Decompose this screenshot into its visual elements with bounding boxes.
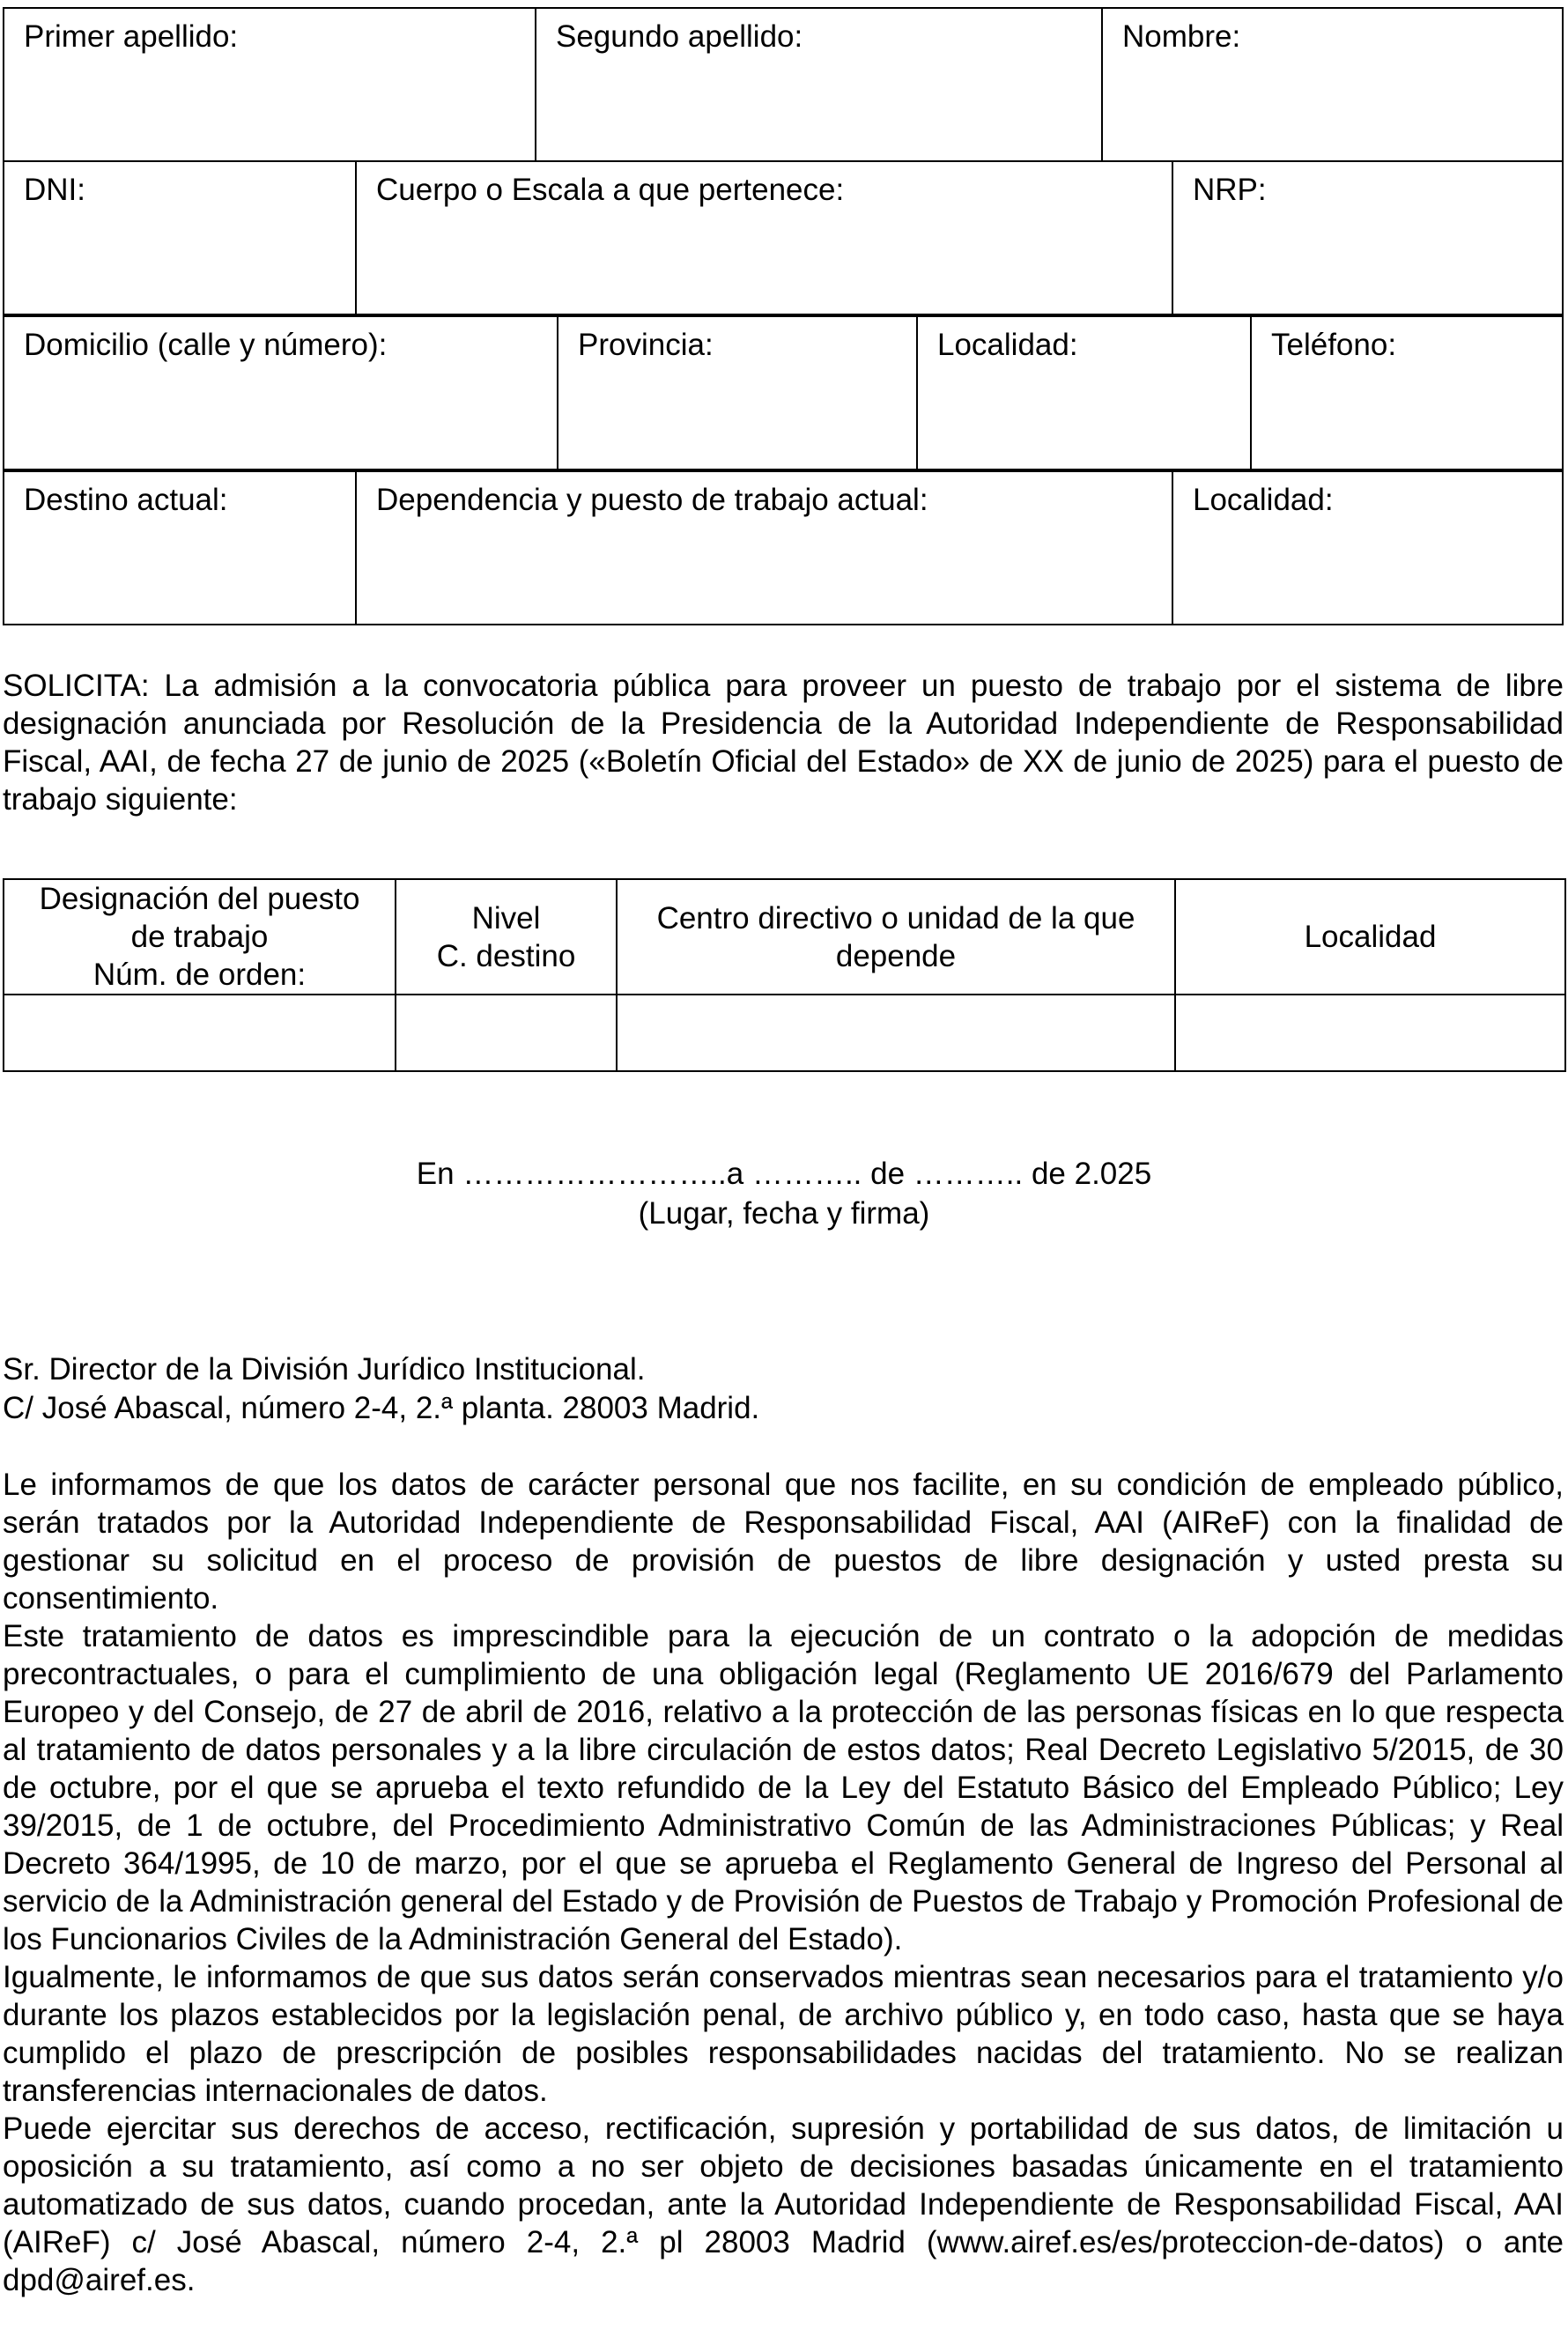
legal-paragraph: Puede ejercitar sus derechos de acceso, rectificación, supresión y portabilidad de sus datos, de limitación u oposición a su tratamiento, así como a no ser objeto de decisiones basadas únicamente en el tratamiento automatizado de sus datos, cuando procedan, ante la Autoridad Independiente de Responsabilidad Fiscal, AAI (AIReF) c/ José Abascal, número 2-4, 2.ª pl 28003 Madrid (www.airef.es/es/proteccion-de-datos) o ante dpd@airef.es.	[3, 2111, 1564, 2297]
localidad-destino-field[interactable]	[1172, 470, 1564, 625]
nrp-label: NRP:	[1193, 173, 1267, 207]
localidad-destino-label: Localidad:	[1193, 483, 1334, 517]
nrp-field[interactable]	[1172, 160, 1564, 315]
primer-apellido-label: Primer apellido:	[24, 19, 239, 54]
centro-input-cell[interactable]	[617, 995, 1175, 1071]
nombre-field[interactable]	[1101, 7, 1564, 162]
domicilio-label: Domicilio (calle y número):	[24, 328, 388, 362]
solicita-paragraph: SOLICITA: La admisión a la convocatoria pública para proveer un puesto de trabajo por el sistema de libre designación anunciada por Resolución de la Presidencia de la Autoridad Independiente de Responsabilidad Fiscal, AAI, de fecha 27 de junio de 2025 («Boletín Oficial del Estado» de XX de junio de 2025) para el puesto de trabajo siguiente:	[3, 669, 1564, 817]
telefono-field[interactable]	[1250, 315, 1564, 470]
destino-actual-field[interactable]	[3, 470, 357, 625]
cuerpo-escala-field[interactable]	[355, 160, 1173, 315]
dependencia-field[interactable]	[355, 470, 1173, 625]
segundo-apellido-field[interactable]	[535, 7, 1103, 162]
segundo-apellido-label: Segundo apellido:	[556, 19, 803, 54]
personal-row-ids	[3, 160, 1564, 315]
designacion-input-cell[interactable]	[4, 995, 396, 1071]
legal-paragraph: Igualmente, le informamos de que sus datos serán conservados mientras sean necesarios para el tratamiento y/o durante los plazos establecidos por la legislación penal, de archivo público y, en todo caso, hasta que se haya cumplido el plazo de prescripción de posibles responsabilidades nacidas del tratamiento. No se realizan transferencias internacionales de datos.	[3, 1960, 1564, 2108]
header-nivel: Nivel C. destino	[396, 879, 617, 995]
domicilio-field[interactable]	[3, 315, 558, 470]
signature-block	[0, 1155, 1568, 1234]
data-protection-notice	[3, 1466, 1564, 2299]
destino-actual-label: Destino actual:	[24, 483, 228, 517]
telefono-label: Teléfono:	[1271, 328, 1397, 362]
cuerpo-escala-label: Cuerpo o Escala a que pertenece:	[376, 173, 845, 207]
dni-field[interactable]	[3, 160, 357, 315]
dni-label: DNI:	[24, 173, 85, 207]
provincia-field[interactable]	[557, 315, 918, 470]
personal-row-names	[3, 7, 1564, 162]
signature-caption: (Lugar, fecha y firma)	[638, 1196, 930, 1231]
provincia-label: Provincia:	[578, 328, 714, 362]
header-localidad: Localidad	[1175, 879, 1565, 995]
legal-paragraph: Este tratamiento de datos es imprescindible para la ejecución de un contrato o la adopción de medidas precontractuales, o para el cumplimiento de una obligación legal (Reglamento UE 2016/679 del Parlamento Europeo y del Consejo, de 27 de abril de 2016, relativo a la protección de las personas físicas en lo que respecta al tratamiento de datos personales y a la libre circulación de estos datos; Real Decreto Legislativo 5/2015, de 30 de octubre, por el que se aprueba el texto refundido de la Ley del Estatuto Básico del Empleado Público; Ley 39/2015, de 1 de octubre, del Procedimiento Administrativo Común de las Administraciones Públicas; y Real Decreto 364/1995, de 10 de marzo, por el que se aprueba el Reglamento General de Ingreso del Personal al servicio de la Administración general del Estado y de Provisión de Puestos de Trabajo y Promoción Profesional de los Funcionarios Civiles de la Administración General del Estado).	[3, 1619, 1564, 1956]
post-table-header	[4, 879, 1565, 995]
header-designacion: Designación del puesto de trabajo Núm. de orden:	[4, 879, 396, 995]
personal-row-destino	[3, 470, 1564, 625]
addressee-line-1: Sr. Director de la División Jurídico Institucional.	[3, 1352, 646, 1387]
addressee-line-2: C/ José Abascal, número 2-4, 2.ª planta. 28003 Madrid.	[3, 1391, 760, 1425]
localidad-label: Localidad:	[937, 328, 1078, 362]
personal-row-address	[3, 315, 1564, 470]
dependencia-label: Dependencia y puesto de trabajo actual:	[376, 483, 928, 517]
post-table	[3, 878, 1566, 1072]
localidad-input-cell[interactable]	[1175, 995, 1565, 1071]
primer-apellido-field[interactable]	[3, 7, 536, 162]
nombre-label: Nombre:	[1122, 19, 1241, 54]
post-table-row	[4, 995, 1565, 1071]
legal-paragraph: Le informamos de que los datos de carácter personal que nos facilite, en su condición de empleado público, serán tratados por la Autoridad Independiente de Responsabilidad Fiscal, AAI (AIReF) con la finalidad de gestionar su solicitud en el proceso de provisión de puestos de libre designación y usted presta su consentimiento.	[3, 1468, 1564, 1616]
localidad-field[interactable]	[916, 315, 1252, 470]
header-centro-directivo: Centro directivo o unidad de la que depende	[617, 879, 1175, 995]
signature-line[interactable]: En ……………………..a ……….. de ……….. de 2.025	[416, 1157, 1152, 1191]
addressee-block	[3, 1350, 1564, 1428]
nivel-input-cell[interactable]	[396, 995, 617, 1071]
